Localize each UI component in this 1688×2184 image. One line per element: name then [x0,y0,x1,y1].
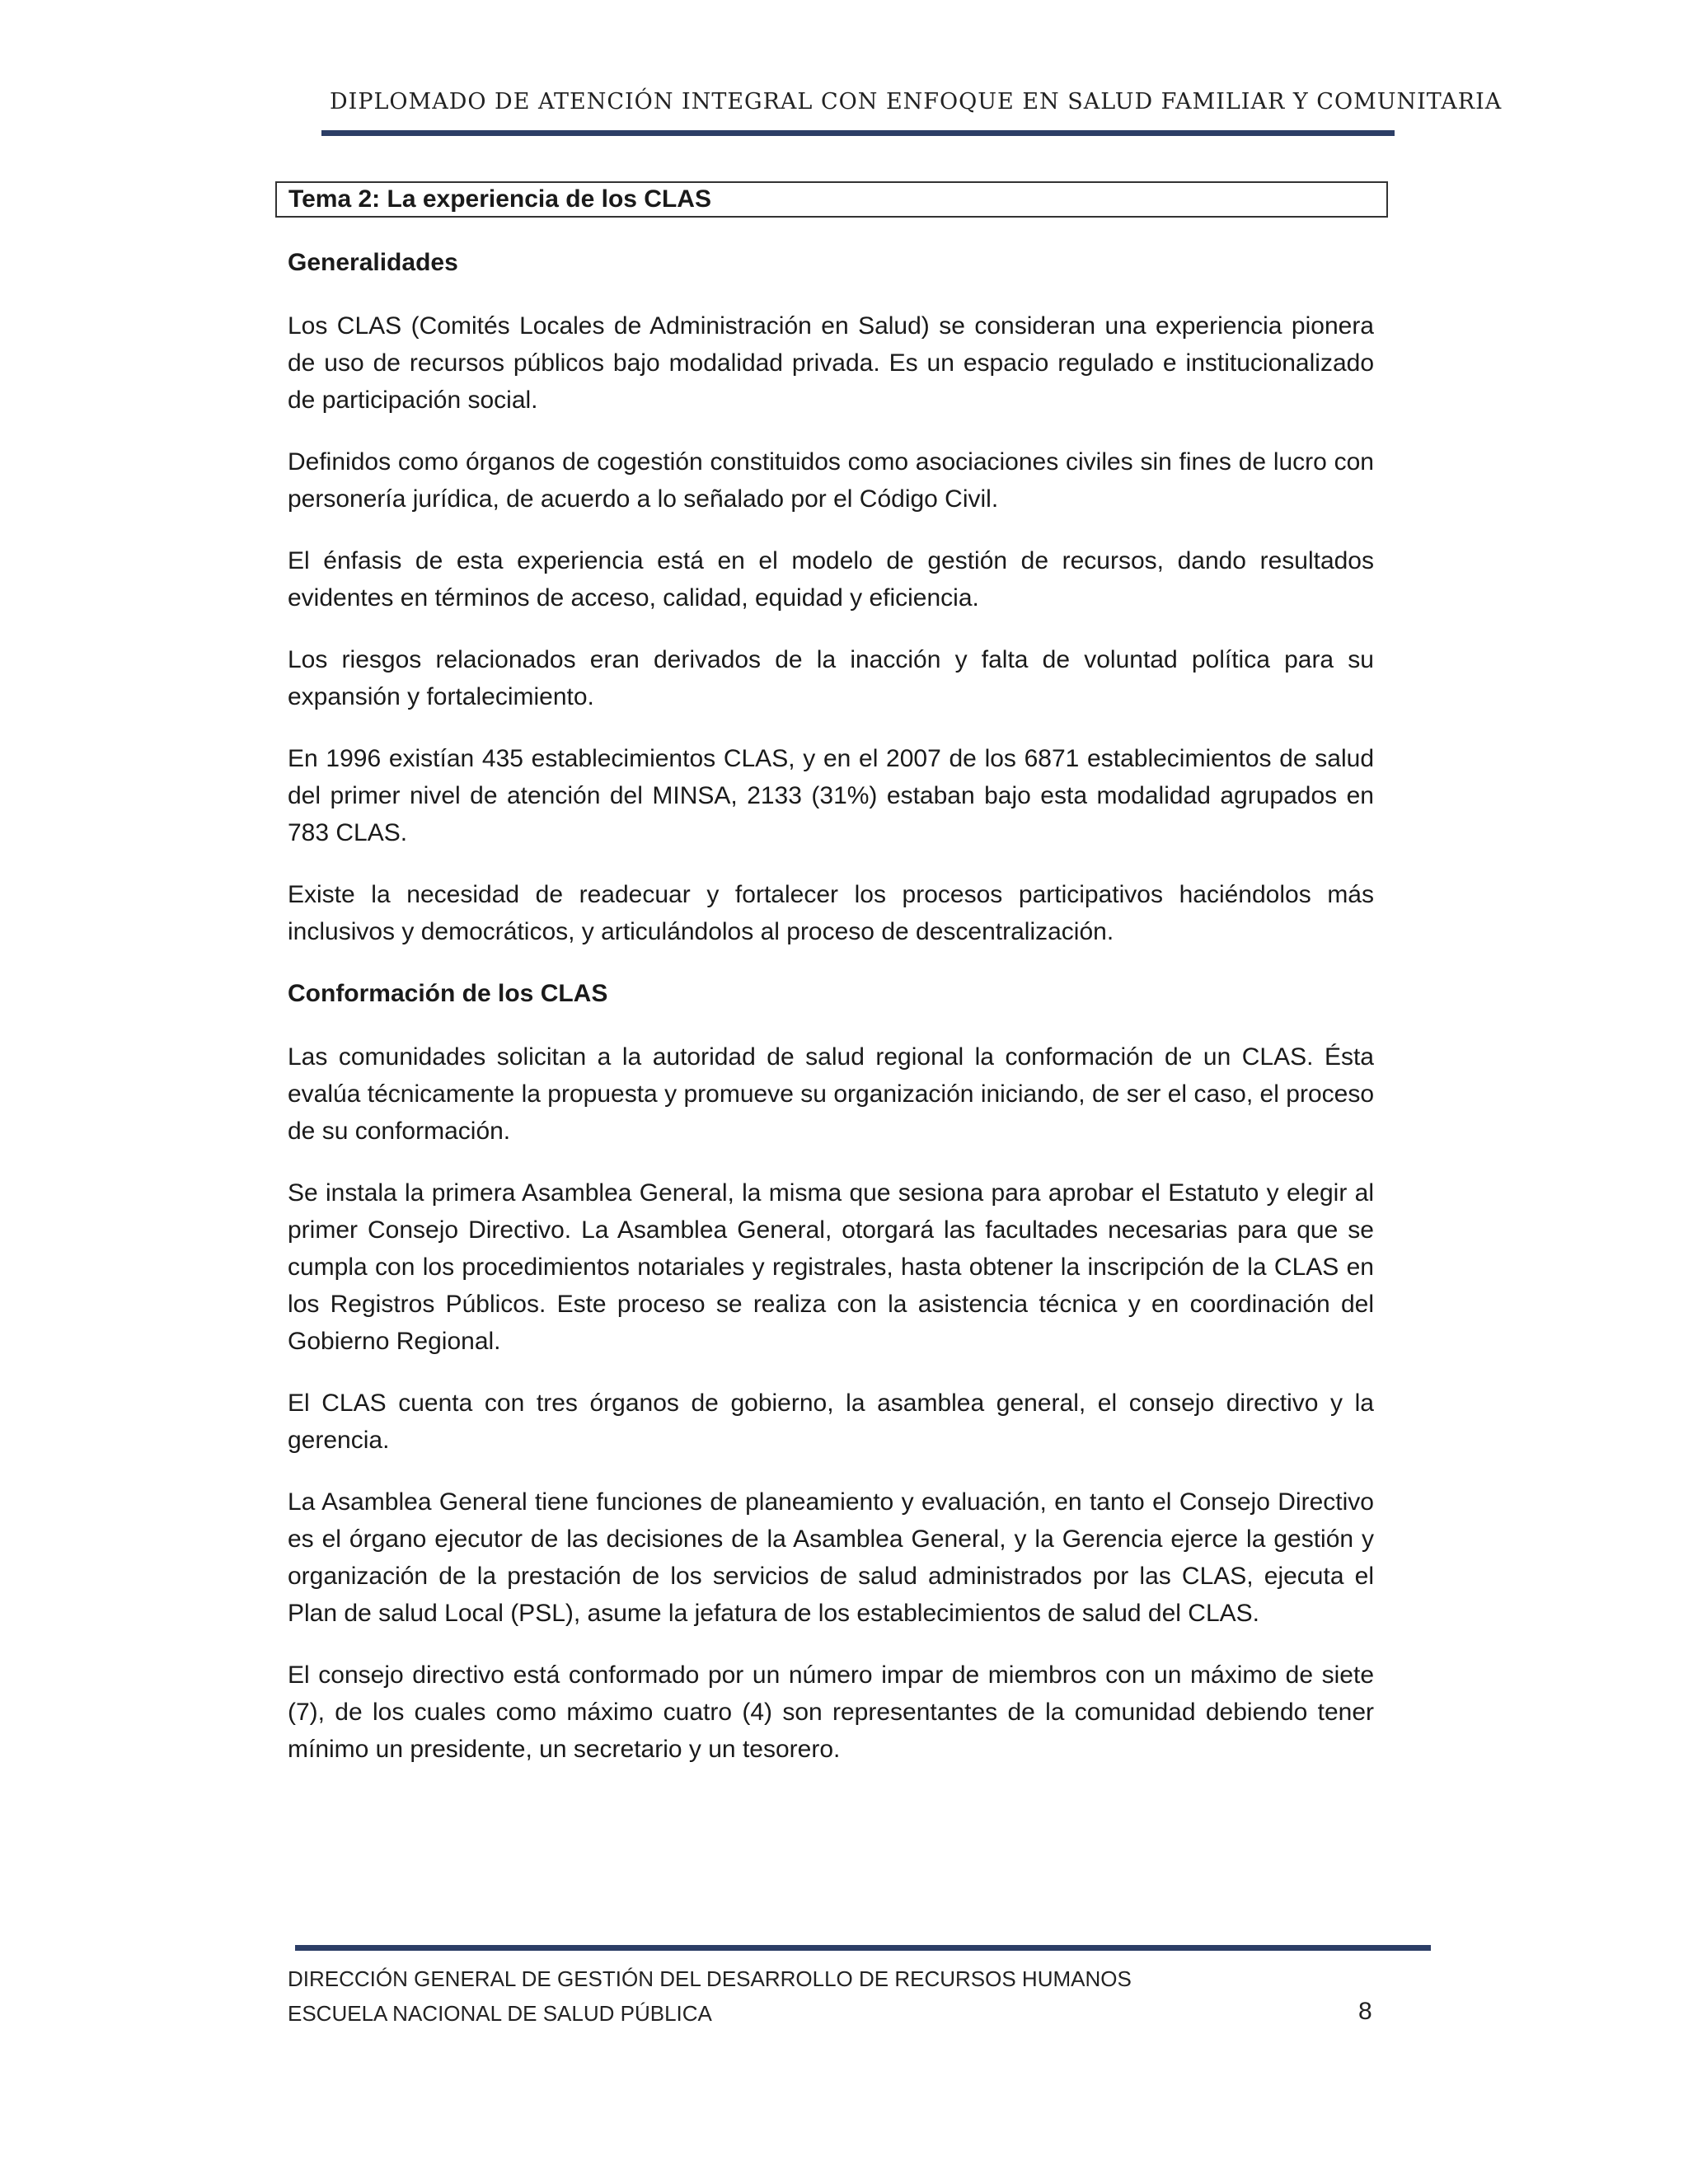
paragraph: Los CLAS (Comités Locales de Administración en Salud) se consideran una experiencia pionera de uso de recursos públicos bajo modalidad privada. Es un espacio regulado e institucionalizado de participación social. [288,312,1374,414]
footer-rule [295,1945,1431,1951]
section-heading-conformacion: Conformación de los CLAS [288,980,608,1007]
paragraph: Existe la necesidad de readecuar y fortalecer los procesos participativos haciéndolos más inclusivos y democráticos, y articulándolos al proceso de descentralización. [288,881,1374,945]
paragraph: Definidos como órganos de cogestión constituidos como asociaciones civiles sin fines de lucro con personería jurídica, de acuerdo a lo señalado por el Código Civil. [288,448,1374,513]
topic-title: Tema 2: La experiencia de los CLAS [288,185,711,213]
page-header-title: DIPLOMADO DE ATENCIÓN INTEGRAL CON ENFOQUE EN SALUD FAMILIAR Y COMUNITARIA [330,89,1503,115]
document-body [288,244,1374,1793]
paragraph: Se instala la primera Asamblea General, la misma que sesiona para aprobar el Estatuto y elegir al primer Consejo Directivo. La Asamblea General, otorgará las facultades necesarias para que se cumpla con los procedimientos notariales y registrales, hasta obtener la inscripción de la CLAS en los Registros Públicos. Este proceso se realiza con la asistencia técnica y en coordinación del Gobierno Regional. [288,1179,1374,1355]
paragraph: Las comunidades solicitan a la autoridad de salud regional la conformación de un CLAS. Ésta evalúa técnicamente la propuesta y promueve su organización iniciando, de ser el caso, el proceso de su conformación. [288,1043,1374,1145]
paragraph: La Asamblea General tiene funciones de planeamiento y evaluación, en tanto el Consejo Directivo es el órgano ejecutor de las decisiones de la Asamblea General, y la Gerencia ejerce la gestión y organización de la prestación de los servicios de salud administrados por las CLAS, ejecuta el Plan de salud Local (PSL), asume la jefatura de los establecimientos de salud del CLAS. [288,1488,1374,1627]
footer-institution: DIRECCIÓN GENERAL DE GESTIÓN DEL DESARROLLO DE RECURSOS HUMANOS [288,1966,1132,1991]
paragraph: Los riesgos relacionados eran derivados de la inacción y falta de voluntad política para su expansión y fortalecimiento. [288,646,1374,710]
paragraph: El CLAS cuenta con tres órganos de gobierno, la asamblea general, el consejo directivo y la gerencia. [288,1390,1374,1454]
header-rule [321,130,1395,136]
paragraph: El énfasis de esta experiencia está en el modelo de gestión de recursos, dando resultados evidentes en términos de acceso, calidad, equidad y eficiencia. [288,547,1374,612]
page-number: 8 [1358,1998,1372,2025]
footer-school: ESCUELA NACIONAL DE SALUD PÚBLICA [288,2001,712,2026]
paragraph: El consejo directivo está conformado por un número impar de miembros con un máximo de siete (7), de los cuales como máximo cuatro (4) son representantes de la comunidad debiendo tener mínimo un presidente, un secretario y un tesorero. [288,1661,1374,1763]
paragraph: En 1996 existían 435 establecimientos CLAS, y en el 2007 de los 6871 establecimientos de salud del primer nivel de atención del MINSA, 2133 (31%) estaban bajo esta modalidad agrupados en 783 CLAS. [288,745,1374,846]
section-heading-generalidades: Generalidades [288,249,458,276]
topic-title-box [275,181,1388,218]
